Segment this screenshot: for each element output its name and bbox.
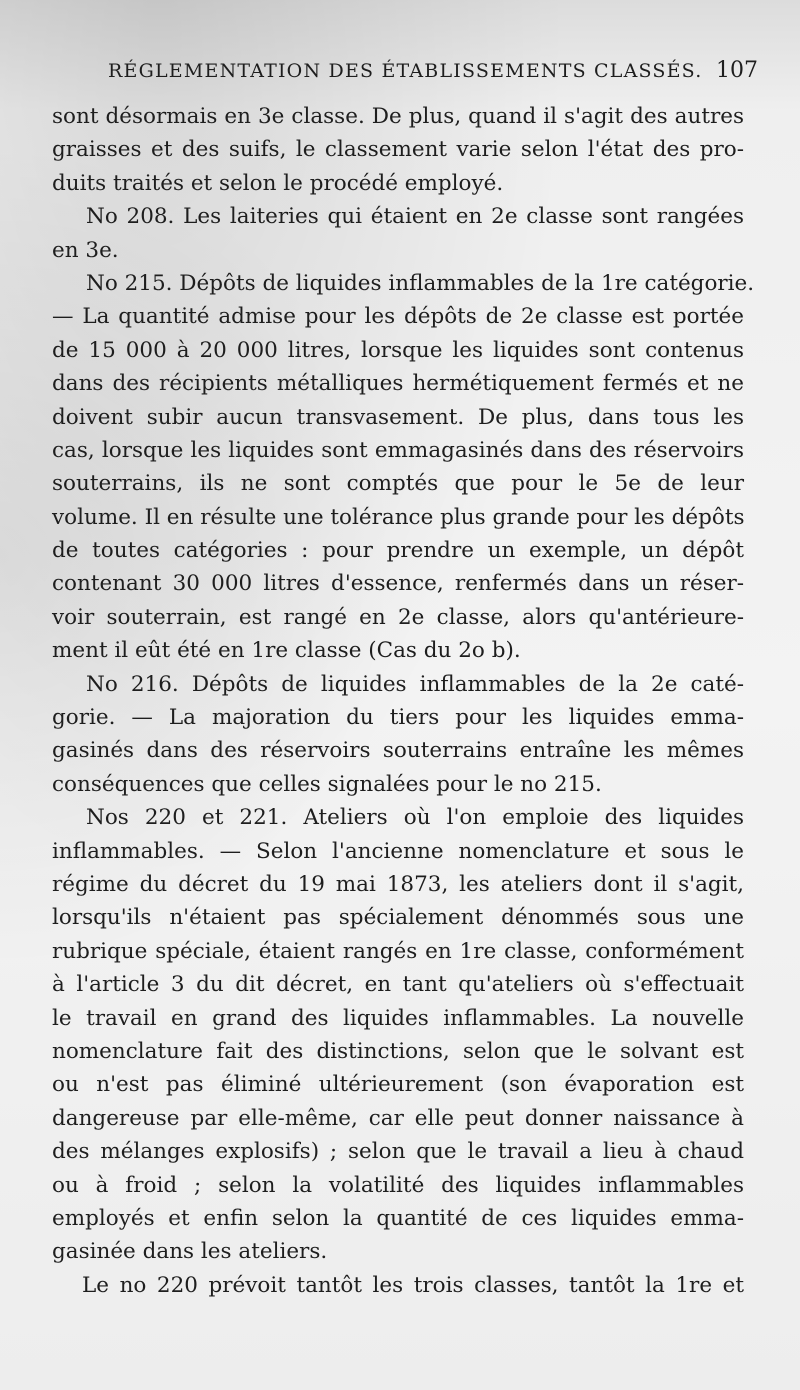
text-line: des mélanges explosifs) ; selon que le travail a lieu à chaud xyxy=(52,1139,744,1165)
text-line: de 15 000 à 20 000 litres, lorsque les liquides sont contenus xyxy=(52,337,744,363)
page-header xyxy=(108,58,758,94)
text-line: à l'article 3 du dit décret, en tant qu'ateliers où s'effectuait xyxy=(52,972,744,998)
text-line: gasinée dans les ateliers. xyxy=(52,1239,328,1265)
body-text xyxy=(52,100,755,1302)
text-line: ment il eût été en 1re classe (Cas du 2o b). xyxy=(52,638,521,664)
text-line: employés et enfin selon la quantité de ces liquides emma- xyxy=(52,1205,744,1231)
text-line: dangereuse par elle-même, car elle peut donner naissance à xyxy=(52,1105,744,1131)
running-title: RÉGLEMENTATION DES ÉTABLISSEMENTS CLASSÉS. xyxy=(108,60,703,82)
text-line: graisses et des suifs, le classement varie selon l'état des pro- xyxy=(52,137,744,163)
text-line: nomenclature fait des distinctions, selon que le solvant est xyxy=(52,1038,744,1064)
text-line: duits traités et selon le procédé employé. xyxy=(52,170,504,196)
text-line: No 216. Dépôts de liquides inflammables de la 2e caté- xyxy=(86,671,744,697)
text-line: contenant 30 000 litres d'essence, renfermés dans un réser- xyxy=(52,571,744,597)
text-line: No 208. Les laiteries qui étaient en 2e classe sont rangées xyxy=(86,204,744,230)
text-line: souterrains, ils ne sont comptés que pour le 5e de leur xyxy=(52,471,744,497)
text-line: cas, lorsque les liquides sont emmagasinés dans des réservoirs xyxy=(52,437,744,463)
text-line: sont désormais en 3e classe. De plus, quand il s'agit des autres xyxy=(52,104,744,129)
text-line: ou à froid ; selon la volatilité des liquides inflammables xyxy=(52,1172,744,1198)
text-line: en 3e. xyxy=(52,237,119,263)
text-line: voir souterrain, est rangé en 2e classe, alors qu'antérieure- xyxy=(52,604,744,630)
text-line: régime du décret du 19 mai 1873, les ateliers dont il s'agit, xyxy=(52,871,744,897)
text-line: dans des récipients métalliques hermétiquement fermés et ne xyxy=(52,371,744,397)
text-line: gorie. — La majoration du tiers pour les liquides emma- xyxy=(52,705,744,731)
text-line: gasinés dans des réservoirs souterrains entraîne les mêmes xyxy=(52,738,744,764)
text-line: No 215. Dépôts de liquides inflammables de la 1re catégorie. xyxy=(86,270,755,296)
text-line: le travail en grand des liquides inflammables. La nouvelle xyxy=(52,1005,744,1031)
text-line: Le no 220 prévoit tantôt les trois classes, tantôt la 1re et xyxy=(82,1272,744,1298)
page-number: 107 xyxy=(716,58,758,83)
text-line: Nos 220 et 221. Ateliers où l'on emploie des liquides xyxy=(86,805,744,831)
text-line: conséquences que celles signalées pour le no 215. xyxy=(52,771,602,797)
text-line: de toutes catégories : pour prendre un exemple, un dépôt xyxy=(52,538,744,564)
text-line: ou n'est pas éliminé ultérieurement (son évaporation est xyxy=(52,1072,744,1098)
text-line: volume. Il en résulte une tolérance plus grande pour les dépôts xyxy=(52,504,745,530)
text-line: — La quantité admise pour les dépôts de 2e classe est portée xyxy=(52,304,744,330)
text-line: rubrique spéciale, étaient rangés en 1re classe, conformément xyxy=(52,938,744,964)
text-line: lorsqu'ils n'étaient pas spécialement dénommés sous une xyxy=(52,905,744,931)
text-line: inflammables. — Selon l'ancienne nomenclature et sous le xyxy=(52,838,744,864)
text-line: doivent subir aucun transvasement. De plus, dans tous les xyxy=(52,404,744,430)
